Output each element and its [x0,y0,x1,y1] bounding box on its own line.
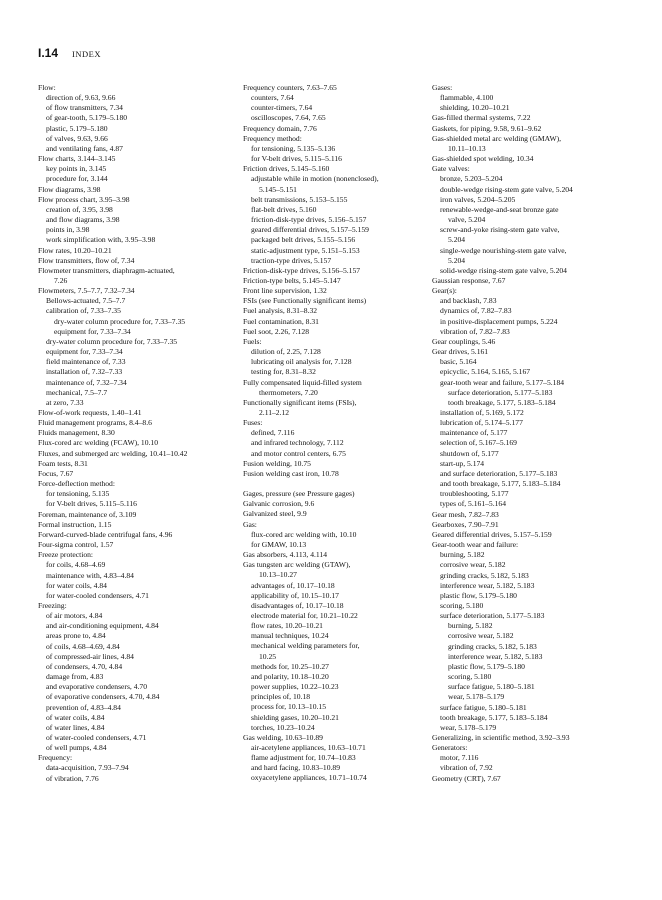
index-subentry: of vibration, 7.76 [46,773,99,783]
index-subentry: interference wear, 5.182, 5.183 [448,651,543,661]
index-entry: Fluxes, and submerged arc welding, 10.41–10.42 [38,448,188,458]
index-subentry: process for, 10.13–10.15 [251,702,326,712]
index-subentry: and hard facing, 10.83–10.89 [251,763,340,773]
index-subentry: data-acquisition, 7.93–7.94 [46,763,129,773]
index-entry: Foreman, maintenance of, 3.109 [38,509,137,519]
index-subentry: and flow diagrams, 3.98 [46,215,120,225]
index-entry: Freeze protection: [38,550,94,560]
page-header [38,44,101,62]
index-entry: Geometry (CRT), 7.67 [432,773,501,783]
index-subentry: and motor control centers, 6.75 [251,448,346,458]
index-entry: Fuel contamination, 8.31 [243,316,319,326]
index-subentry: flow rates, 10.20–10.21 [251,621,323,631]
index-subentry: adjustable while in motion (nonenclosed), [251,174,379,184]
index-subentry: surface deterioration, 5.177–5.183 [440,611,545,621]
index-subentry: basic, 5.164 [440,357,477,367]
index-subentry: of water-cooled condensers, 4.71 [46,733,147,742]
index-entry: Flowmeters, 7.5–7.7, 7.32–7.34 [38,286,135,296]
index-subentry: for V-belt drives, 5.115–5.116 [251,154,342,164]
index-entry: Gear drives, 5.161 [432,347,489,357]
index-entry: Formal instruction, 1.15 [38,519,112,529]
index-entry: Gate valves: [432,164,470,174]
index-entry: Flux-cored arc welding (FCAW), 10.10 [38,438,159,448]
index-subentry: screw-and-yoke rising-stem gate valve, [440,225,560,235]
index-entry: Gases: [432,83,453,92]
index-subentry: flame adjustment for, 10.74–10.83 [251,753,356,763]
index-subentry: interference wear, 5.182, 5.183 [440,580,535,590]
index-subentry: surface fatigue, 5.180–5.181 [448,682,535,692]
index-subentry: burning, 5.182 [448,621,493,631]
index-entry: Functionally significant items (FSIs), [243,397,357,407]
index-subentry: plastic flow, 5.179–5.180 [448,661,525,671]
index-entry: Galvanic corrosion, 9.6 [243,499,315,509]
index-entry: Gaskets, for piping, 9.58, 9.61–9.62 [432,123,542,133]
index-subentry: grinding cracks, 5.182, 5.183 [448,641,537,651]
index-subentry: and ventilating fans, 4.87 [46,143,123,153]
index-subentry: surface fatigue, 5.180–5.181 [440,702,527,712]
index-subentry: of water lines, 4.84 [46,722,105,732]
index-subentry: for GMAW, 10.13 [251,539,307,549]
index-entry: Gas-filled thermal systems, 7.22 [432,113,531,123]
index-subentry: of valves, 9.63, 9.66 [46,133,108,143]
page-number: I.14 [38,46,59,60]
index-entry: Flow charts, 3.144–3.145 [38,154,116,164]
index-subentry: 5.204 [448,255,466,265]
index-subentry: 10.13–10.27 [259,570,297,580]
index-entry: Front line supervision, 1.32 [243,286,327,296]
index-entry: FSIs (see Functionally significant items) [243,296,367,306]
index-column-1 [38,83,234,784]
index-subentry: gear-tooth wear and failure, 5.177–5.184 [440,377,565,387]
index-subentry: flat-belt drives, 5.160 [251,204,317,214]
index-subentry: shutdown of, 5.177 [440,448,499,458]
index-subentry: tooth breakage, 5.177, 5.183–5.184 [440,712,548,722]
index-entry: Gages, pressure (see Pressure gages) [243,489,355,499]
index-subentry: Bellows-actuated, 7.5–7.7 [46,296,126,306]
index-subentry: motor, 7.116 [440,753,479,763]
index-subentry: for coils, 4.68–4.69 [46,560,106,570]
index-entry: Focus, 7.67 [38,468,74,478]
index-subentry: oxyacetylene appliances, 10.71–10.74 [251,773,367,783]
index-subentry: key points in, 3.145 [46,164,107,174]
index-subentry: flux-cored arc welding with, 10.10 [251,529,357,539]
index-subentry: burning, 5.182 [440,550,485,560]
index-subentry: work simplification with, 3.95–3.98 [46,235,156,245]
running-header: INDEX [72,49,101,59]
index-subentry: of coils, 4.68–4.69, 4.84 [46,641,120,651]
index-subentry: of flow transmitters, 7.34 [46,103,123,113]
index-subentry: disadvantages of, 10.17–10.18 [251,600,344,610]
index-subentry: field maintenance of, 7.33 [46,357,126,367]
index-entry: Fuel soot, 2.26, 7.128 [243,326,310,336]
index-entry: Fully compensated liquid-filled system [243,377,362,387]
index-entry: Forward-curved-blade centrifugal fans, 4.96 [38,529,173,539]
index-entry: Gas-shielded spot welding, 10.34 [432,154,534,164]
index-entry: Gear mesh, 7.82–7.83 [432,509,499,519]
index-subentry: tooth breakage, 5.177, 5.183–5.184 [448,397,556,407]
index-entry: Frequency: [38,753,73,763]
index-subentry: prevention of, 4.83–4.84 [46,702,121,712]
index-entry: Fluid management programs, 8.4–8.6 [38,418,152,428]
index-subentry: for tensioning, 5.135–5.136 [251,143,336,153]
index-subentry: renewable-wedge-and-seat bronze gate [440,204,559,214]
index-subentry: iron valves, 5.204–5.205 [440,194,516,204]
index-column-2 [243,83,439,784]
index-entry: Friction-type belts, 5.145–5.147 [243,275,341,285]
index-subentry: vibration of, 7.92 [440,763,493,773]
index-subentry: geared differential drives, 5.157–5.159 [251,225,369,235]
index-entry: Gas absorbers, 4.113, 4.114 [243,550,328,560]
index-subentry: corrosive wear, 5.182 [448,631,514,641]
index-subentry: in positive-displacement pumps, 5.224 [440,316,558,326]
index-subentry: of air motors, 4.84 [46,611,103,621]
index-subentry: static-adjustment type, 5.151–5.153 [251,245,360,255]
index-subentry: flammable, 4.100 [440,93,494,103]
index-subentry: defined, 7.116 [251,428,295,438]
index-subentry: epicyclic, 5.164, 5.165, 5.167 [440,367,531,377]
index-entry: Gear couplings, 5.46 [432,336,496,346]
index-subentry: and polarity, 10.18–10.20 [251,671,329,681]
index-entry: Flow transmitters, flow of, 7.34 [38,255,135,265]
index-subentry: equipment for, 7.33–7.34 [46,347,123,357]
index-subentry: types of, 5.161–5.164 [440,499,507,509]
index-subentry: and evaporative condensers, 4.70 [46,682,148,692]
index-subentry: installation of, 5.169, 5.172 [440,408,524,417]
index-subentry: air-acetylene appliances, 10.63–10.71 [251,743,366,752]
index-subentry: 5.145–5.151 [259,184,297,194]
index-entry: Gear(s): [432,286,457,296]
index-entry: Gaussian response, 7.67 [432,275,506,285]
index-subentry: of water coils, 4.84 [46,712,105,722]
index-subentry: single-wedge nourishing-stem gate valve, [440,245,567,255]
index-subentry: maintenance with, 4.83–4.84 [46,570,134,580]
index-subentry: grinding cracks, 5.182, 5.183 [440,570,529,580]
index-entry: Flowmeter transmitters, diaphragm-actuated, [38,265,175,275]
index-subentry: at zero, 7.33 [46,397,84,407]
index-entry: Freezing: [38,600,67,610]
index-subentry: scoring, 5.180 [448,672,492,682]
index-subentry: and air-conditioning equipment, 4.84 [46,621,159,631]
index-subentry: dry-water column procedure for, 7.33–7.35 [54,316,186,326]
index-subentry: for water-cooled condensers, 4.71 [46,590,149,600]
index-subentry: counter-timers, 7.64 [251,103,313,113]
index-entry: Four-sigma control, 1.57 [38,540,114,550]
index-entry: Fuel analysis, 8.31–8.32 [243,306,318,316]
index-subentry: procedure for, 3.144 [46,174,108,184]
index-column-3 [432,83,628,784]
index-subentry: 10.25 [259,651,277,661]
index-entry: Galvanized steel, 9.9 [243,509,307,519]
index-subentry: creation of, 3.95, 3.98 [46,204,113,214]
index-subentry: wear, 5.178–5.179 [440,722,497,732]
index-entry: Fluids management, 8.30 [38,428,115,438]
index-subentry: lubricating oil analysis for, 7.128 [251,357,352,367]
index-entry: Flow diagrams, 3.98 [38,184,101,194]
index-subentry: of compressed-air lines, 4.84 [46,651,134,661]
index-subentry: friction-disk-type drives, 5.156–5.157 [251,215,367,225]
index-subentry: installation of, 7.32–7.33 [46,367,123,377]
index-entry: Fuses: [243,418,263,428]
index-entry: Frequency domain, 7.76 [243,123,317,133]
index-subentry: packaged belt drives, 5.155–5.156 [251,235,356,245]
index-subentry: counters, 7.64 [251,93,294,103]
index-entry: Flow rates, 10.20–10.21 [38,245,112,255]
index-entry: Flow process chart, 3.95–3.98 [38,194,130,204]
index-subentry: lubrication of, 5.174–5.177 [440,418,523,428]
index-subentry: 2.11–2.12 [259,408,290,417]
index-subentry: dilution of, 2.25, 7.128 [251,347,321,357]
index-subentry: points in, 3.98 [46,225,90,235]
index-entry: Force-deflection method: [38,479,115,489]
index-subentry: oscilloscopes, 7.64, 7.65 [251,113,326,123]
index-subentry: 10.11–10.13 [448,143,486,153]
index-entry: Gas-shielded metal arc welding (GMAW), [432,133,562,143]
index-subentry: and surface deterioration, 5.177–5.183 [440,468,558,478]
index-entry: Generators: [432,743,468,753]
index-subentry: testing for, 8.31–8.32 [251,367,316,377]
index-entry: Frequency method: [243,133,302,143]
index-subentry: shielding, 10.20–10.21 [440,103,510,113]
index-subentry: dry-water column procedure for, 7.33–7.35 [46,336,178,346]
index-subentry: start-up, 5.174 [440,458,485,468]
index-subentry: solid-wedge rising-stem gate valve, 5.204 [440,265,567,275]
index-entry: Fusion welding cast iron, 10.78 [243,468,339,478]
index-subentry: maintenance of, 5.177 [440,428,508,438]
index-subentry: dynamics of, 7.82–7.83 [440,306,512,316]
index-subentry: belt transmissions, 5.153–5.155 [251,194,348,204]
index-subentry: electrode material for, 10.21–10.22 [251,610,358,620]
index-entry: Fusion welding, 10.75 [243,458,311,468]
index-subentry: areas prone to, 4.84 [46,631,106,641]
index-subentry: plastic flow, 5.179–5.180 [440,590,517,600]
letter-group-gap [243,479,439,489]
index-subentry: shielding gases, 10.20–10.21 [251,712,339,722]
index-subentry: corrosive wear, 5.182 [440,560,506,570]
index-subentry: manual techniques, 10.24 [251,631,329,641]
index-entry: Generalizing, in scientific method, 3.92–3.93 [432,733,570,742]
index-subentry: 5.204 [448,235,466,245]
index-subentry: of well pumps, 4.84 [46,743,107,753]
index-entry: Friction-disk-type drives, 5.156–5.157 [243,265,361,275]
index-entry: Foam tests, 8.31 [38,458,88,468]
index-subentry: calibration of, 7.33–7.35 [46,306,121,316]
index-subentry: surface deterioration, 5.177–5.183 [448,387,553,397]
index-subentry: plastic, 5.179–5.180 [46,123,108,133]
index-entry: Friction drives, 5.145–5.160 [243,164,330,174]
index-subentry: applicability of, 10.15–10.17 [251,590,339,600]
index-subentry: mechanical, 7.5–7.7 [46,387,108,397]
index-subentry: thermometers, 7.20 [259,387,318,397]
index-subentry: bronze, 5.203–5.204 [440,174,503,184]
index-entry: Gas tungsten arc welding (GTAW), [243,560,351,570]
index-subentry: principles of, 10.18 [251,692,311,702]
index-subentry: for V-belt drives, 5.115–5.116 [46,499,137,509]
index-entry: Gas welding, 10.63–10.89 [243,732,323,742]
index-subentry: advantages of, 10.17–10.18 [251,580,335,590]
index-subentry: vibration of, 7.82–7.83 [440,326,510,336]
index-entry: Gearboxes, 7.90–7.91 [432,519,499,529]
index-subentry: and backlash, 7.83 [440,296,497,306]
index-subentry: and tooth breakage, 5.177, 5.183–5.184 [440,479,561,489]
index-entry: Geared differential drives, 5.157–5.159 [432,529,552,539]
index-subentry: for water coils, 4.84 [46,580,107,590]
index-subentry: for tensioning, 5.135 [46,489,110,499]
index-entry: Fuels: [243,336,262,346]
index-subentry: damage from, 4.83 [46,672,104,682]
index-subentry: torches, 10.23–10.24 [251,722,315,732]
index-subentry: selection of, 5.167–5.169 [440,438,517,448]
index-entry: Gear-tooth wear and failure: [432,540,519,550]
index-subentry: and infrared technology, 7.112 [251,438,344,448]
index-subentry: scoring, 5.180 [440,600,484,610]
index-entry: Flow: [38,83,56,92]
index-subentry: double-wedge rising-stem gate valve, 5.204 [440,184,573,194]
index-subentry: of condensers, 4.70, 4.84 [46,661,123,671]
index-subentry: power supplies, 10.22–10.23 [251,682,339,692]
index-entry: Gas: [243,519,257,529]
index-subentry: valve, 5.204 [448,215,486,225]
index-subentry: methods for, 10.25–10.27 [251,661,329,671]
index-subentry: traction-type drives, 5.157 [251,255,332,265]
index-subentry: of evaporative condensers, 4.70, 4.84 [46,692,160,702]
index-subentry: direction of, 9.63, 9.66 [46,93,116,103]
index-entry: Frequency counters, 7.63–7.65 [243,83,337,92]
index-subentry: troubleshooting, 5.177 [440,489,509,499]
index-subentry: mechanical welding parameters for, [251,641,360,651]
index-entry: Flow-of-work requests, 1.40–1.41 [38,408,142,417]
index-subentry: maintenance of, 7.32–7.34 [46,377,127,387]
index-subentry: wear, 5.178–5.179 [448,692,505,702]
index-subentry: of gear-tooth, 5.179–5.180 [46,113,128,123]
index-subentry: equipment for, 7.33–7.34 [54,326,131,336]
index-subentry: 7.26 [54,275,68,285]
